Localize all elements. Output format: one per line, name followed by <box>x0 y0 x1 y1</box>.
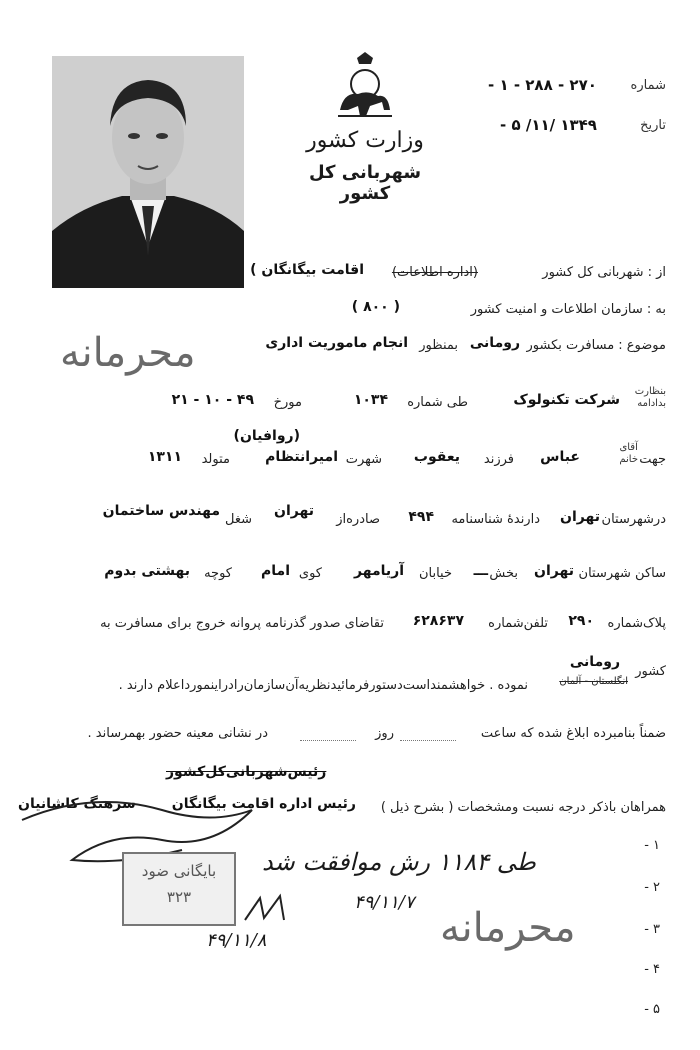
country-value: رومانی <box>569 654 620 670</box>
letter-date-label: مورخ <box>273 395 302 410</box>
alley-label: کوی <box>298 566 322 581</box>
child-of-label: فرزند <box>483 452 514 467</box>
plate-label: پلاک‌شماره <box>607 616 666 631</box>
notify-text-b: روز <box>375 726 394 741</box>
resident-city: تهران <box>534 563 574 579</box>
phone-value: ۶۲۸۶۳۷ <box>412 613 464 629</box>
number-value: ۲۷۰ - ۲۸۸ - ۱ - <box>488 76 597 94</box>
country-request-text: نموده . خواهشمنداست‌دستورفرمائیدنظریه‌آن‌سازمان‌رادراینمورد‌اعلام دارند . <box>118 678 528 693</box>
job-label: شغل <box>224 512 252 527</box>
from-label: از : شهربانی کل کشور <box>542 265 666 280</box>
lane-label: کوچه <box>204 566 232 581</box>
companion-item-2: ۲ - <box>644 880 660 895</box>
title-top: آقای <box>619 442 638 453</box>
to-value: ( ۸۰۰ ) <box>351 299 400 315</box>
companions-label: همراهان باذکر درجه نسبت ومشخصات ( بشرح ذیل ) <box>380 800 666 815</box>
companion-item-3: ۳ - <box>644 922 660 937</box>
classified-stamp-bottom: محرمانه <box>440 905 576 951</box>
letter-number: ۱۰۳۴ <box>353 392 388 408</box>
issued-value: تهران <box>274 503 314 519</box>
side-top: بنظارت <box>634 386 666 397</box>
father-name: یعقوب <box>413 449 460 465</box>
notify-hour-blank <box>400 740 456 741</box>
classified-stamp-top: محرمانه <box>60 330 196 376</box>
subject-label: موضوع : مسافرت بکشور <box>526 338 666 353</box>
purpose-value: انجام ماموریت اداری <box>265 335 408 351</box>
handwritten-note: طی ۱۱۸۴ رش موافقت شد <box>262 848 536 876</box>
in-city-value: تهران <box>560 509 600 525</box>
signature-name: سرهنگ کاشانیان <box>18 796 136 812</box>
notify-text-c: در نشانی معینه حضور بهمرساند . <box>87 726 268 741</box>
lane-value: بهشتی بدوم <box>104 563 190 579</box>
title-bottom: خانم <box>619 454 638 465</box>
handwritten-date-1: ۴۹/۱۱/۷ <box>354 892 415 913</box>
id-holder-label: دارندۀ شناسنامه <box>451 512 540 527</box>
id-number: ۴۹۴ <box>408 509 434 525</box>
handwritten-date-2: ۴۹/۱۱/۸ <box>206 930 267 951</box>
for-label: جهت <box>639 452 666 467</box>
initials-scribble-icon <box>240 890 300 930</box>
country-crossed: انگلستان - آلمان <box>559 676 628 687</box>
request-text: تقاضای صدور گذرنامه پروانه خروج برای مسافرت به <box>100 616 384 631</box>
notify-day-blank <box>300 740 356 741</box>
person-name: عباس <box>540 449 580 465</box>
company-name: شرکت تکنولوک <box>513 392 620 408</box>
side-bottom: بدادامه <box>637 398 666 409</box>
letter-date: ۴۹ - ۱۰ - ۲۱ <box>171 392 254 408</box>
alley-value: امام <box>261 563 290 579</box>
subject-country: رومانی <box>469 335 520 351</box>
title-stack <box>619 442 638 466</box>
signature-title: رئیس اداره اقامت بیگانگان <box>171 796 356 812</box>
archive-stamp-line2: ۳۲۳ <box>166 888 192 906</box>
number-label: شماره <box>630 78 666 93</box>
district-label: بخش <box>489 566 518 581</box>
job-value: مهندس ساختمان <box>102 503 220 519</box>
surname: امیرانتظام <box>265 449 338 465</box>
companion-item-1: ۱ - <box>644 838 660 853</box>
district-value: ـــ <box>473 563 488 579</box>
to-label: به : سازمان اطلاعات و امنیت کشور <box>470 302 666 317</box>
archive-stamp-line1: بایگانی ضود <box>141 862 217 880</box>
letter-ref-side <box>635 386 666 410</box>
from-crossed-text: (اداره اطلاعات) <box>391 265 478 280</box>
date-label: تاریخ <box>640 118 666 133</box>
portrait-photo <box>52 56 244 288</box>
resident-label: ساکن شهرستان <box>578 566 666 581</box>
surname-label: شهرت <box>345 452 382 467</box>
in-city-label: درشهرستان <box>601 512 666 527</box>
archive-stamp <box>122 852 236 926</box>
from-value: اقامت بیگانگان ) <box>250 262 364 278</box>
issued-label: صادره‌از <box>336 512 380 527</box>
companion-item-5: ۵ - <box>644 1002 660 1017</box>
signature-crossed: رئیس‌شهربانی‌کل‌کشور <box>166 764 327 780</box>
plate-value: ۲۹۰ <box>568 613 594 629</box>
letter-number-label: طی شماره <box>407 395 468 410</box>
notify-text-a: ضمناً بنامبرده ابلاغ شده که ساعت <box>480 726 666 741</box>
companion-item-4: ۴ - <box>644 962 660 977</box>
police-title: شهربانی کل کشور <box>308 162 422 204</box>
lion-and-sun-emblem-icon <box>330 50 400 122</box>
born-year: ۱۳۱۱ <box>147 449 182 465</box>
born-label: متولد <box>201 452 230 467</box>
date-value: ۱۳۴۹ /۱۱/ ۵ - <box>500 116 597 134</box>
country-label: کشور <box>635 664 666 679</box>
alt-name: (روافیان) <box>233 428 300 444</box>
phone-label: تلفن‌شماره <box>488 616 548 631</box>
purpose-label: بمنظور <box>419 338 458 353</box>
street-label: خیابان <box>418 566 452 581</box>
street-value: آریامهر <box>354 563 404 579</box>
ministry-title: وزارت کشور <box>306 128 424 153</box>
